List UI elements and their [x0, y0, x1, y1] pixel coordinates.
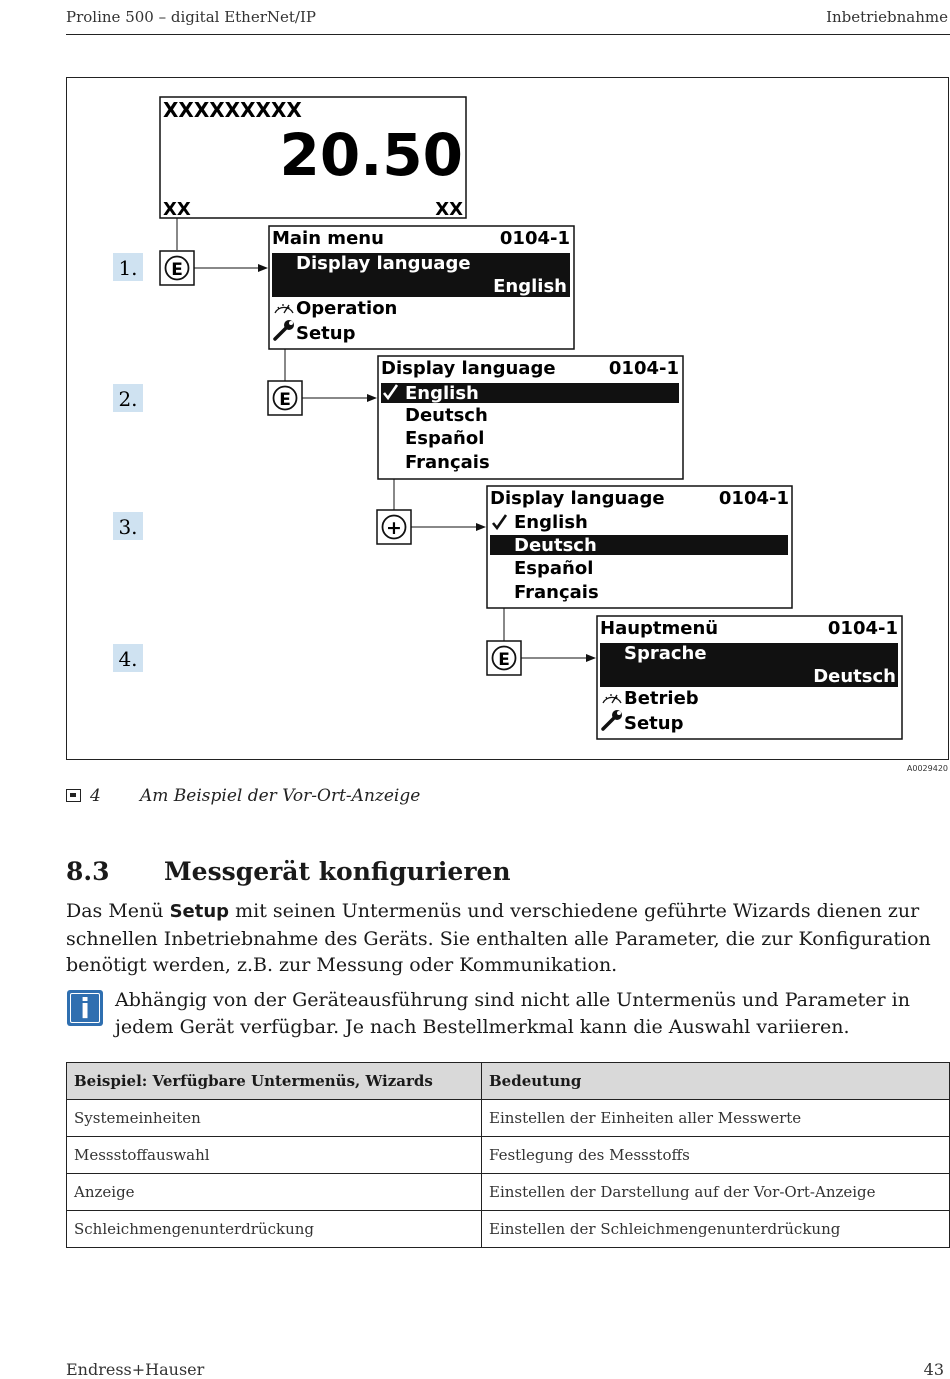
intro-paragraph — [66, 898, 946, 979]
table-row — [67, 1100, 950, 1137]
menu-item-setup: Setup — [296, 323, 356, 344]
key-label: E — [279, 390, 291, 410]
setup-menu-name: Setup — [169, 901, 230, 922]
step-number: 4. — [118, 647, 138, 671]
table-row — [67, 1211, 950, 1248]
figure-caption-text: Am Beispiel der Vor-Ort-Anzeige — [140, 786, 421, 806]
table-cell: Anzeige — [67, 1174, 482, 1211]
step-number: 3. — [118, 515, 138, 539]
measured-value-display — [160, 97, 466, 220]
table-cell: Systemeinheiten — [67, 1100, 482, 1137]
table-header: Beispiel: Verfügbare Untermenüs, Wizards — [67, 1063, 482, 1100]
menu-item-operation: Operation — [296, 298, 398, 319]
screen-title: Display language — [490, 488, 665, 509]
menu-item-sprache: Sprache — [624, 643, 707, 664]
step-number: 2. — [118, 387, 138, 411]
screen-display-language-english — [378, 356, 683, 479]
enter-key[interactable] — [487, 641, 521, 675]
section-title: Messgerät konfigurieren — [164, 857, 511, 886]
table-cell: Festlegung des Messstoffs — [482, 1137, 950, 1174]
option-deutsch: Deutsch — [514, 535, 597, 556]
table-row — [67, 1174, 950, 1211]
paragraph-text: Das Menü — [66, 900, 170, 922]
step-1 — [113, 253, 143, 281]
submenu-table — [66, 1062, 950, 1248]
key-label: E — [498, 650, 510, 670]
screen-display-language-deutsch — [487, 486, 792, 608]
table-header: Bedeutung — [482, 1063, 950, 1100]
menu-item-value: English — [493, 276, 567, 297]
option-francais: Français — [405, 452, 490, 473]
menu-item-betrieb: Betrieb — [624, 688, 699, 709]
table-header-row — [67, 1063, 950, 1100]
navigation-diagram — [67, 78, 950, 761]
table-cell: Einstellen der Einheiten aller Messwerte — [482, 1100, 950, 1137]
option-francais: Français — [514, 582, 599, 603]
footer-brand: Endress+Hauser — [66, 1360, 205, 1379]
option-english: English — [405, 383, 479, 404]
plus-key[interactable] — [377, 510, 411, 544]
table-cell: Einstellen der Darstellung auf der Vor-Ort-Anzeige — [482, 1174, 950, 1211]
table-row — [67, 1137, 950, 1174]
figure-code: A0029420 — [906, 764, 948, 773]
section-number: 8.3 — [66, 857, 110, 886]
screen-title: Display language — [381, 358, 556, 379]
display-unit-right: XX — [435, 199, 463, 220]
menu-item-display-language: Display language — [296, 253, 471, 274]
page-number: 43 — [923, 1360, 944, 1379]
step-number: 1. — [118, 256, 138, 280]
table-cell: Messstoffauswahl — [67, 1137, 482, 1174]
paragraph-text: mit seinen Untermenüs und verschiedene geführte Wizards dienen zur schnellen Inbetriebnahme des Geräts. Sie enthalten alle Parameter, die zur Konfiguration benötigt werden, z.B. zur Messung oder Kommunikation. — [66, 900, 931, 976]
enter-key[interactable] — [160, 251, 194, 285]
option-espanol: Español — [514, 558, 594, 579]
figure-local-display — [66, 77, 949, 760]
figure-number: 4 — [90, 786, 101, 806]
figure-icon — [66, 789, 81, 802]
screen-code: 0104-1 — [499, 228, 570, 249]
table-cell: Schleichmengenunterdrückung — [67, 1211, 482, 1248]
info-icon: i — [67, 990, 103, 1026]
step-2 — [113, 384, 143, 412]
enter-key[interactable] — [268, 381, 302, 415]
screen-code: 0104-1 — [827, 618, 898, 639]
info-note: Abhängig von der Geräteausführung sind nicht alle Untermenüs und Parameter in jedem Gerät verfügbar. Je nach Bestellmerkmal kann die Auswahl variieren. — [115, 989, 910, 1038]
option-deutsch: Deutsch — [405, 405, 488, 426]
step-3 — [113, 512, 143, 540]
table-cell: Einstellen der Schleichmengenunterdrückung — [482, 1211, 950, 1248]
display-title: XXXXXXXXX — [163, 98, 302, 122]
menu-item-value: Deutsch — [813, 666, 896, 687]
screen-title: Hauptmenü — [600, 618, 719, 639]
screen-main-menu — [269, 226, 574, 349]
screen-code: 0104-1 — [718, 488, 789, 509]
screen-hauptmenue — [597, 616, 902, 739]
header-chapter: Inbetriebnahme — [826, 8, 948, 26]
option-espanol: Español — [405, 428, 485, 449]
key-label: + — [386, 517, 402, 539]
header-rule — [66, 34, 950, 35]
step-4 — [113, 644, 143, 672]
menu-item-setup: Setup — [624, 713, 684, 734]
display-value: 20.50 — [279, 121, 463, 189]
screen-title: Main menu — [272, 228, 384, 249]
key-label: E — [171, 260, 183, 280]
screen-code: 0104-1 — [608, 358, 679, 379]
display-unit-left: XX — [163, 199, 191, 220]
header-title: Proline 500 – digital EtherNet/IP — [66, 8, 316, 26]
option-english: English — [514, 512, 588, 533]
